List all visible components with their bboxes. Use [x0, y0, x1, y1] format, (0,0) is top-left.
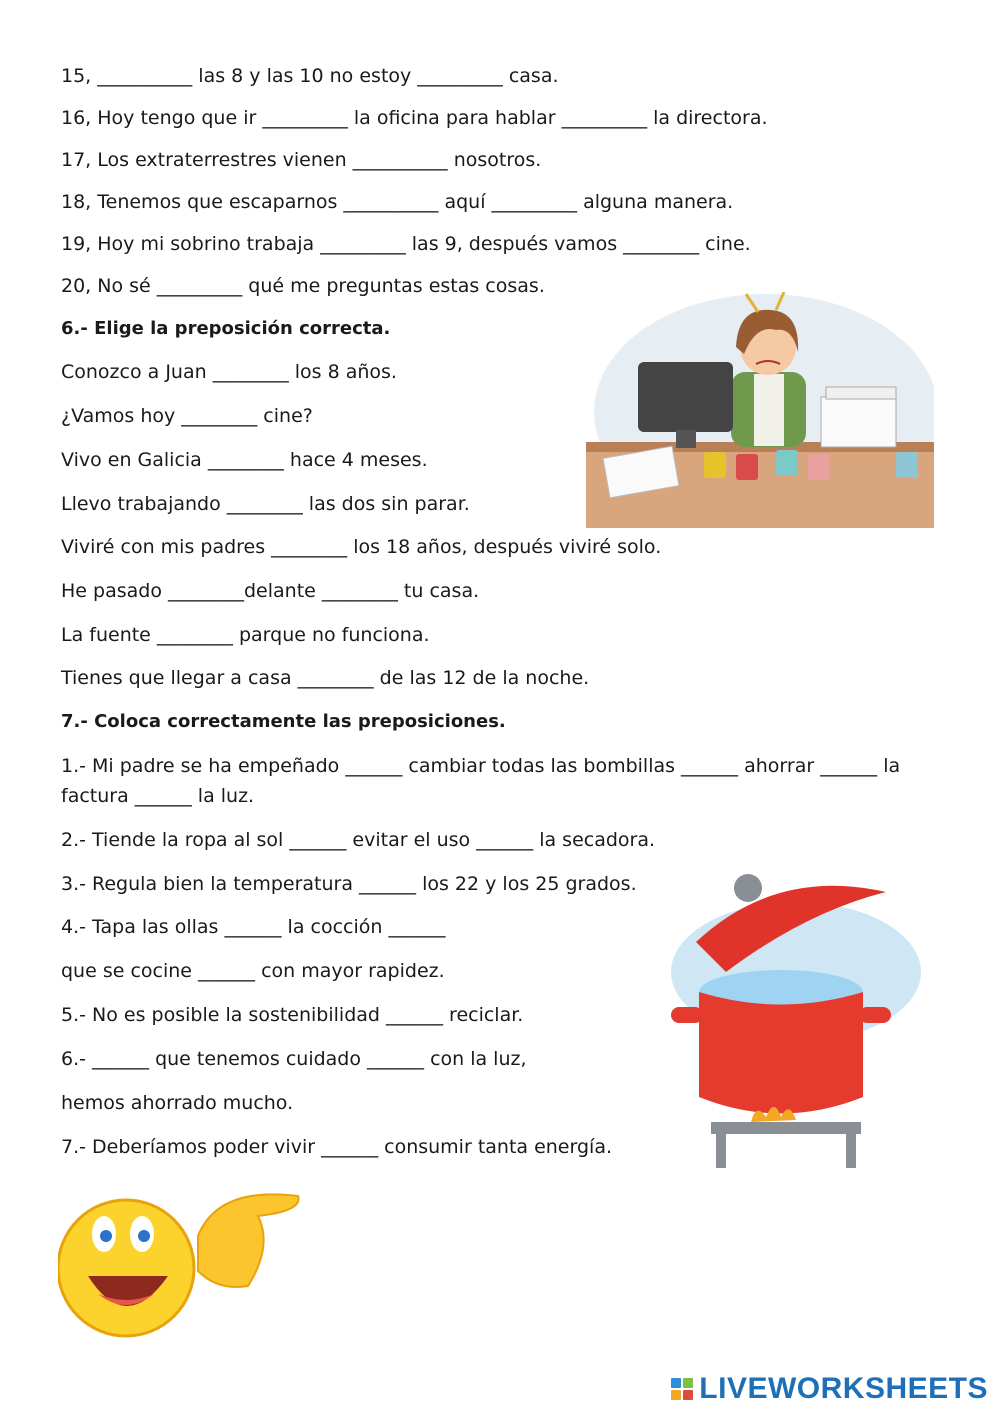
exercise-15: 15, __________ las 8 y las 10 no estoy _________ casa.: [61, 65, 559, 87]
s7-item: hemos ahorrado mucho.: [61, 1092, 294, 1114]
exercise-17: 17, Los extraterrestres vienen __________ nosotros.: [61, 149, 542, 171]
s6-item: Conozco a Juan ________ los 8 años.: [61, 361, 397, 383]
s6-item: Vivo en Galicia ________ hace 4 meses.: [61, 449, 428, 471]
exercise-19: 19, Hoy mi sobrino trabaja _________ las 9, después vamos ________ cine.: [61, 233, 751, 255]
s7-item: 5.- No es posible la sostenibilidad ______ reciclar.: [61, 1004, 524, 1026]
s7-item: 6.- ______ que tenemos cuidado ______ con la luz,: [61, 1048, 527, 1070]
s6-item: Llevo trabajando ________ las dos sin parar.: [61, 493, 470, 515]
s6-item: ¿Vamos hoy ________ cine?: [61, 405, 313, 427]
section-7-heading: 7.- Coloca correctamente las preposiciones.: [61, 711, 506, 732]
s6-item: La fuente ________ parque no funciona.: [61, 624, 430, 646]
s6-item: Tienes que llegar a casa ________ de las 12 de la noche.: [61, 667, 590, 689]
s7-item: 7.- Deberíamos poder vivir ______ consumir tanta energía.: [61, 1136, 612, 1158]
liveworksheets-brand: [671, 1372, 988, 1406]
s7-item: 2.- Tiende la ropa al sol ______ evitar el uso ______ la secadora.: [61, 829, 656, 851]
s7-item: 1.- Mi padre se ha empeñado ______ cambiar todas las bombillas ______ ahorrar ______ la factura ______ la luz.: [61, 755, 901, 807]
s6-item: He pasado ________delante ________ tu casa.: [61, 580, 480, 602]
exercise-18: 18, Tenemos que escaparnos __________ aquí _________ alguna manera.: [61, 191, 734, 213]
brand-name: LIVEWORKSHEETS: [699, 1372, 988, 1405]
s6-item: Viviré con mis padres ________ los 18 años, después viviré solo.: [61, 536, 662, 558]
exercise-20: 20, No sé _________ qué me preguntas estas cosas.: [61, 275, 545, 297]
s7-item: 4.- Tapa las ollas ______ la cocción ______: [61, 916, 446, 938]
stressed-woman-illustration: [586, 292, 934, 528]
section-6-heading: 6.- Elige la preposición correcta.: [61, 318, 391, 339]
s7-item: que se cocine ______ con mayor rapidez.: [61, 960, 445, 982]
liveworksheets-logo-icon: [671, 1378, 693, 1400]
s7-item: 3.- Regula bien la temperatura ______ los 22 y los 25 grados.: [61, 873, 637, 895]
exercise-16: 16, Hoy tengo que ir _________ la oficina para hablar _________ la directora.: [61, 107, 768, 129]
pointing-emoji-illustration: [58, 1176, 308, 1344]
boiling-pot-illustration: [656, 872, 928, 1168]
